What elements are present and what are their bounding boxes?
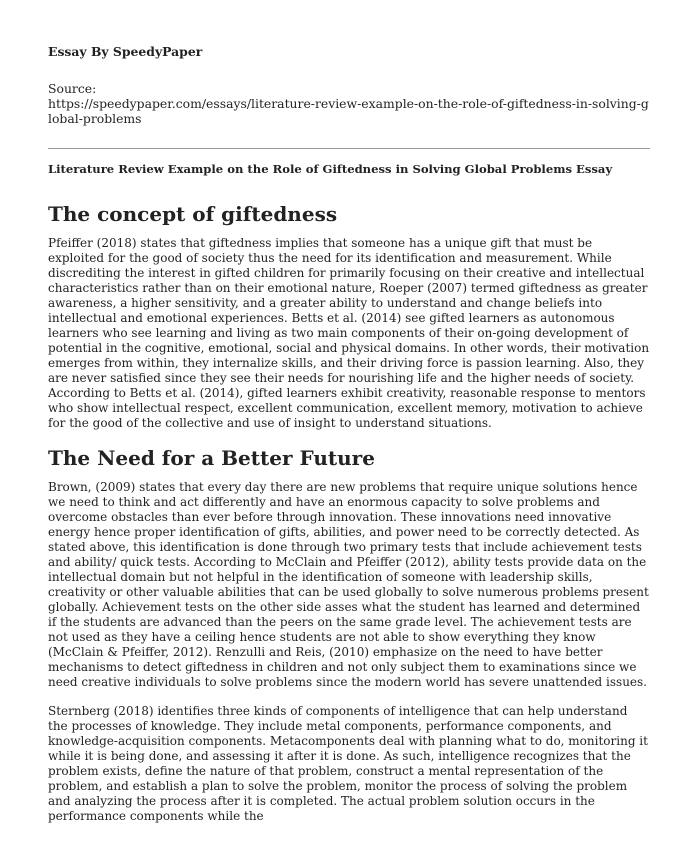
section-heading-better-future: The Need for a Better Future	[48, 446, 375, 470]
paragraph-future-2: Sternberg (2018) identifies three kinds of components of intelligence that can help understand the processes of knowledge. They include metal components, performance components, and knowledge-acquisition components. Metacomponents deal with planning what to do, monitoring it while it is being done, and assessing it after it is done. As such, intelligence recognizes that the problem exists, define the nature of that problem, construct a mental representation of the problem, and establish a plan to solve the problem, monitor the process of solving the problem and analyzing the process after it is completed. The actual problem solution occurs in the performance components while the	[48, 704, 648, 823]
section-heading-concept: The concept of giftedness	[48, 202, 338, 226]
essay-title: Literature Review Example on the Role of Giftedness in Solving Global Problems Essay	[48, 162, 613, 176]
source-label: Source:	[48, 81, 97, 96]
header-divider	[48, 148, 650, 149]
paragraph-future-1: Brown, (2009) states that every day there are new problems that require unique solutions hence we need to think and act differently and have an enormous capacity to solve problems and overcome obstacles than ever before through innovation. These innovations need innovative energy hence proper identification of gifts, abilities, and power need to be correctly detected. As stated above, this identification is done through two primary tests that include achievement tests and ability/ quick tests. According to McClain and Pfeiffer (2012), ability tests provide data on the intellectual domain but not helpful in the identification of someone with leadership skills, creativity or other valuable abilities that can be used globally to solve numerous problems present globally. Achievement tests on the other side asses what the student has learned and determined if the students are advanced than the peers on the same grade level. The achievement tests are not used as they have a ceiling hence students are not able to show everything they know (McClain & Pfeiffer, 2012). Renzulli and Reis, (2010) emphasize on the need to have better mechanisms to detect giftedness in children and not only subject them to examinations since we need creative individuals to solve problems since the modern world has severe unattended issues.	[48, 480, 649, 689]
brand-line: Essay By SpeedyPaper	[48, 44, 203, 59]
source-url[interactable]: https://speedypaper.com/essays/literature-review-example-on-the-role-of-giftedness-in-solving-global-problems	[48, 96, 649, 126]
paragraph-concept-1: Pfeiffer (2018) states that giftedness implies that someone has a unique gift that must be exploited for the good of society thus the need for its identification and measurement. While discrediting the interest in gifted children for primarily focusing on their creative and intellectual characteristics rather than on their emotional nature, Roeper (2007) termed giftedness as greater awareness, a higher sensitivity, and a greater ability to understand and change beliefs into intellectual and emotional experiences. Betts et al. (2014) see gifted learners as autonomous learners who see learning and living as two main components of their on-going development of potential in the cognitive, emotional, social and physical domains. In other words, their motivation emerges from within, they internalize skills, and their driving force is passion learning. Also, they are never satisfied since they see their needs for nourishing life and the higher needs of society. According to Betts et al. (2014), gifted learners exhibit creativity, reasonable response to mentors who show intellectual respect, excellent communication, excellent memory, motivation to achieve for the good of the collective and use of insight to understand situations.	[48, 236, 650, 430]
